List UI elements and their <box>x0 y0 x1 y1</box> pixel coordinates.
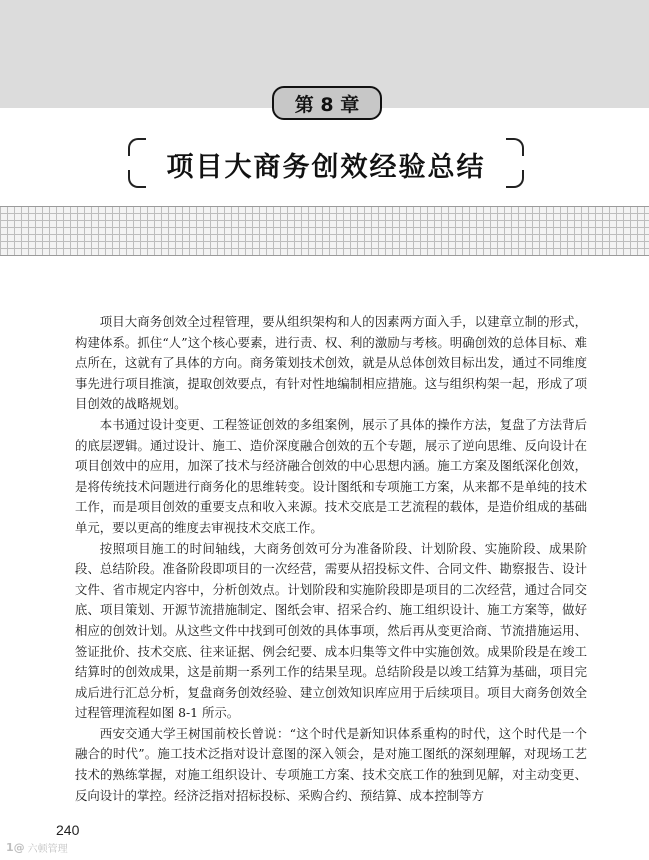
grid-bottom-rule <box>0 255 649 256</box>
watermark-logo-icon: 1@ <box>6 841 25 854</box>
grid-top-rule <box>0 206 649 207</box>
paragraph: 按照项目施工的时间轴线，大商务创效可分为准备阶段、计划阶段、实施阶段、成果阶段、总结阶段。准备阶段即项目的一次经营，需要从招投标文件、合同文件、勘察报告、设计文件、省市规定内容中，分析创效点。计划阶段和实施阶段即是项目的二次经营，通过合同交底、项目策划、开源节流措施制定、图纸会审、招采合约、施工组织设计、施工方案等，做好相应的创效计划。从这些文件中找到可创效的具体事项，然后再从变更洽商、节流措施运用、签证批价、技术交底、往来证据、例会纪要、成本归集等文件中实施创效。成果阶段是在竣工结算时的创效成果，这是前期一系列工作的结果呈现。总结阶段是以竣工结算为基础，项目完成后进行汇总分析，复盘商务创效经验、建立创效知识库应用于后续项目。项目大商务创效全过程管理流程如图 8-1 所示。 <box>75 540 587 721</box>
page-number: 240 <box>56 822 80 838</box>
paragraph: 项目大商务创效全过程管理，要从组织架构和人的因素两方面入手，以建章立制的形式，构建体系。抓住“人”这个核心要素，进行责、权、利的激励与考核。明确创效的总体目标、难点所在，这就有了具体的方向。商务策划技术创效，就是从总体创效目标出发，通过不同维度事先进行项目推演，提取创效要点，有针对性地编制相应措施。这与组织构架一起，形成了项目创效的战略规划。 <box>75 314 587 412</box>
body-text <box>75 312 587 806</box>
watermark <box>6 840 68 855</box>
chapter-title-frame <box>128 138 524 188</box>
watermark-text: 六顿管理 <box>27 844 68 855</box>
paragraph: 西安交通大学王树国前校长曾说：“这个时代是新知识体系重构的时代，这个时代是一个融合的时代”。施工技术泛指对设计意图的深入领会，是对施工图纸的深刻理解，对现场工艺技术的熟练掌握，对施工组织设计、专项施工方案、技术交底工作的独到见解，对主动变更、反向设计的掌控。经济泛指对招标投标、采购合约、预结算、成本控制等方 <box>75 725 587 803</box>
chapter-title: 项目大商务创效经验总结 <box>166 152 486 183</box>
decorative-grid-band <box>0 206 649 256</box>
paragraph: 本书通过设计变更、工程签证创效的多组案例，展示了具体的操作方法，复盘了方法背后的底层逻辑。通过设计、施工、造价深度融合创效的五个专题，展示了逆向思维、反向设计在项目创效中的应用，加深了技术与经济融合创效的中心思想内涵。施工方案及图纸深化创效，是将传统技术问题进行商务化的思维转变。设计图纸和专项施工方案，从来都不是单纯的技术工作，而是项目创效的重要支点和收入来源。技术交底是工艺流程的载体，是造价组成的基础单元，要以更高的维度去审视技术交底工作。 <box>75 416 587 535</box>
chapter-number-tab: 第 8 章 <box>272 86 382 120</box>
